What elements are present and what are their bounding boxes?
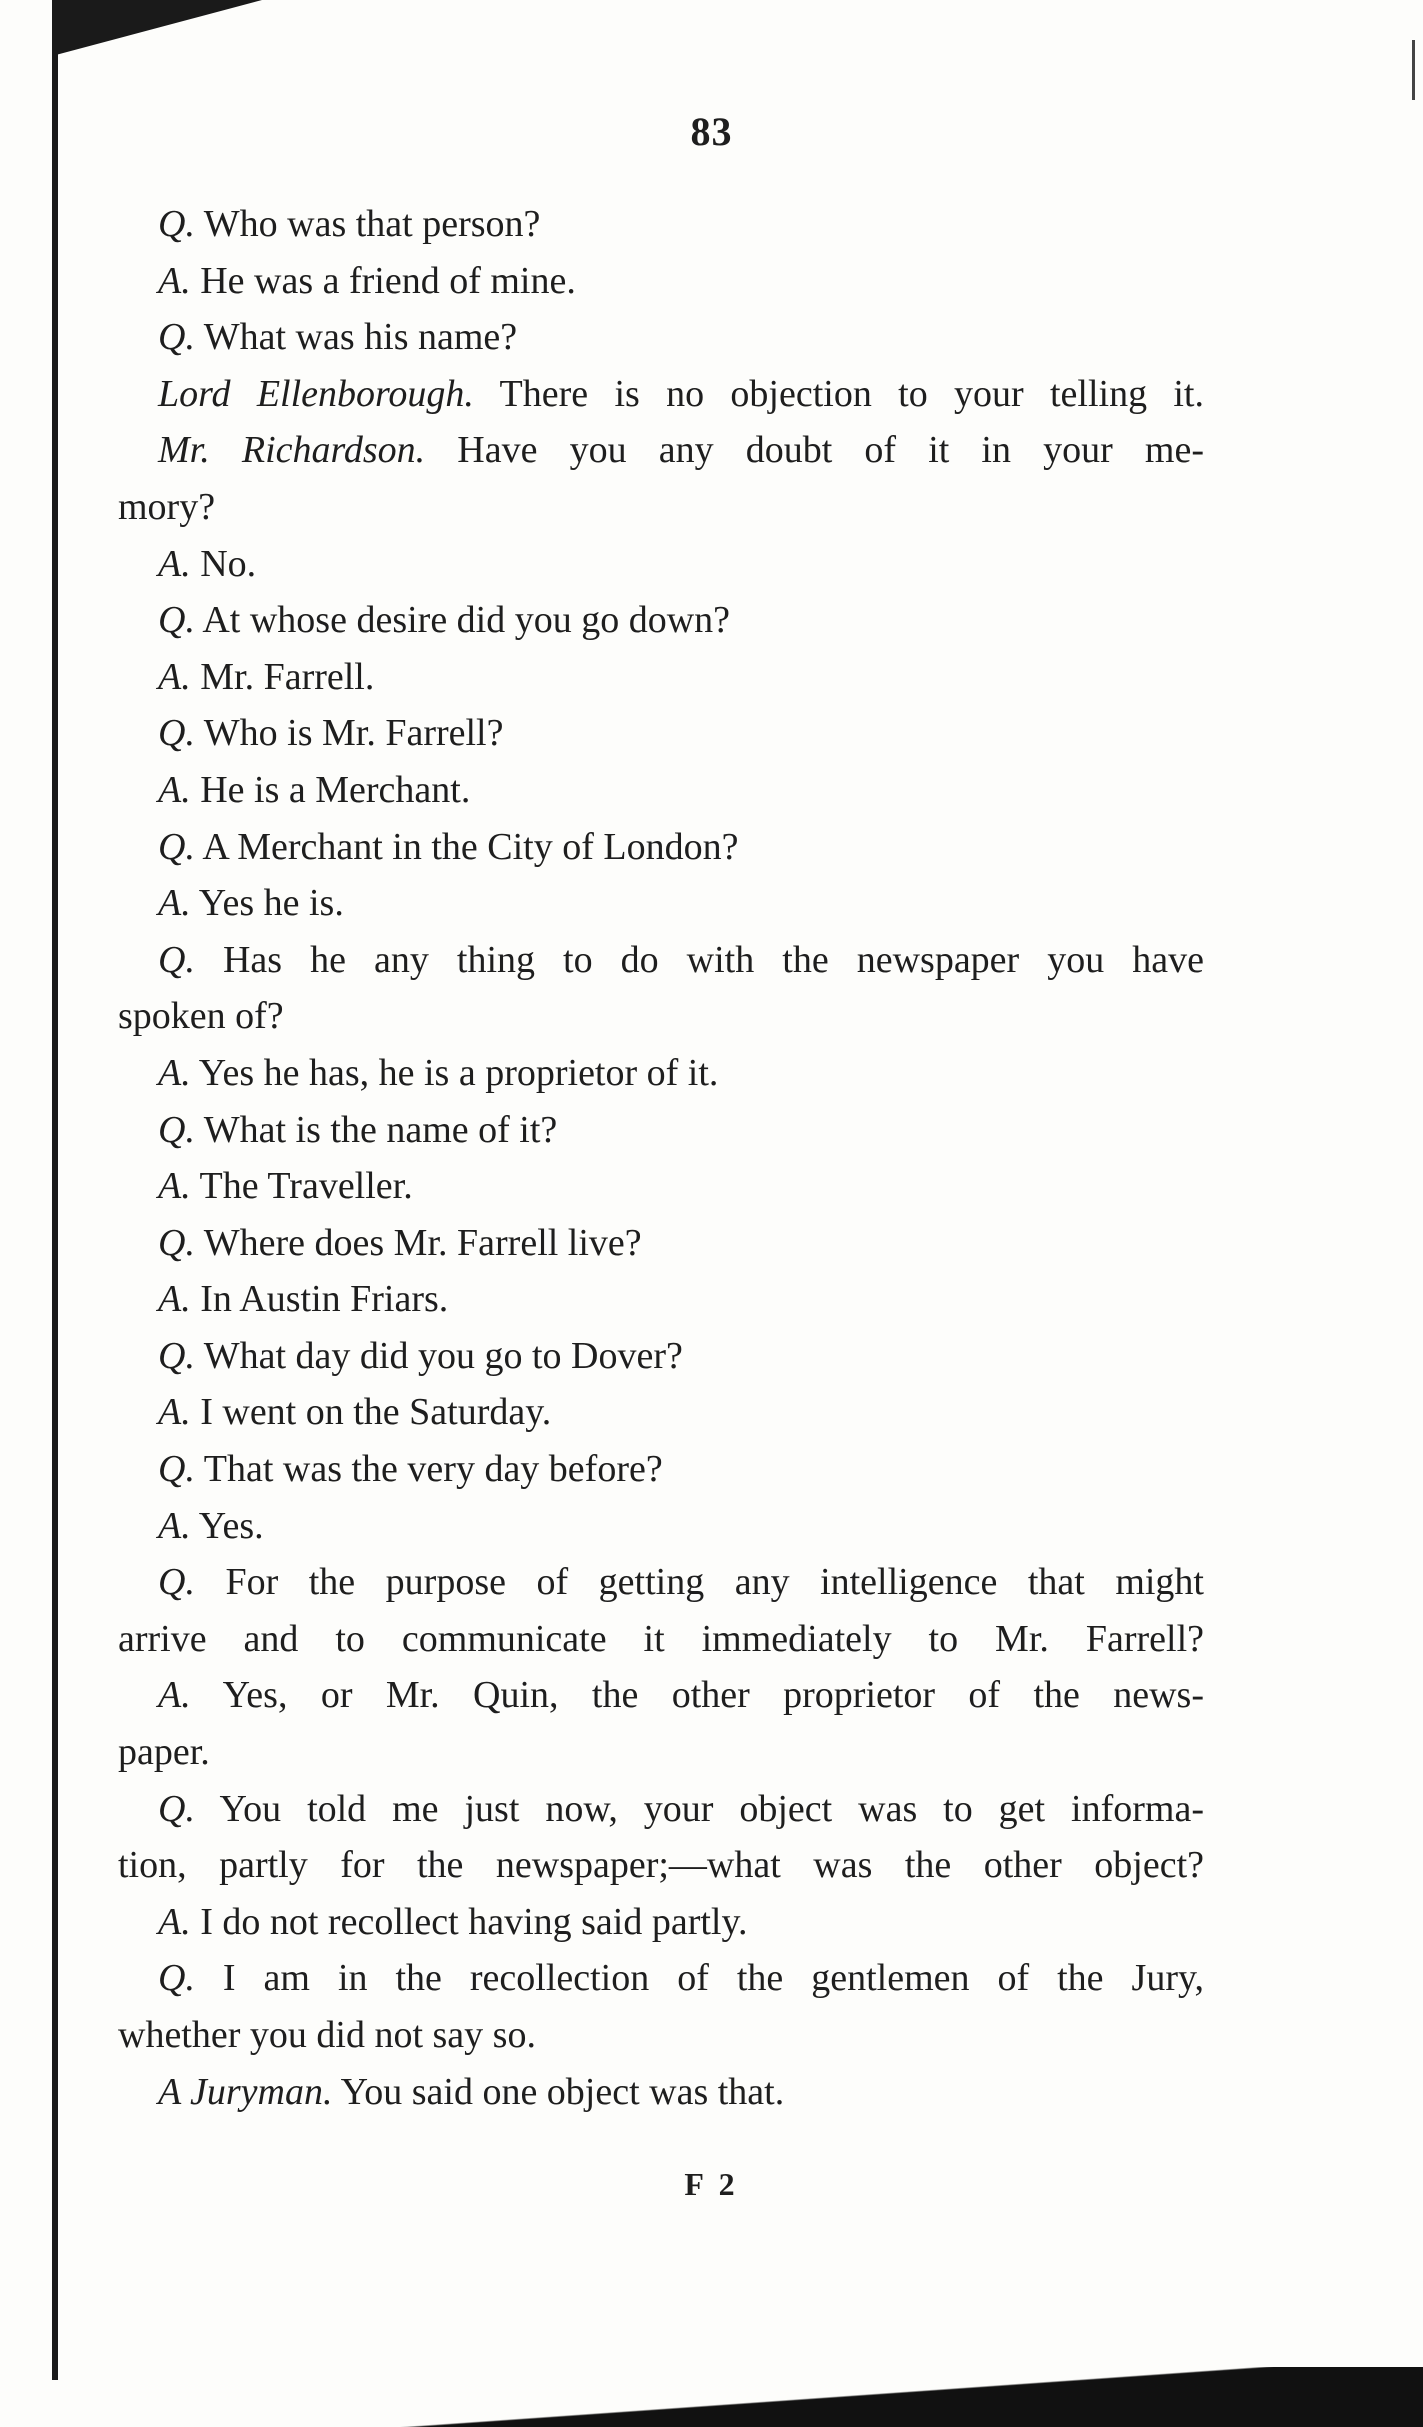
text-line	[118, 2064, 1204, 2121]
speaker-label: A.	[158, 1391, 191, 1434]
page-corner-shadow	[52, 0, 262, 56]
line-text: I went on the Saturday.	[190, 1391, 552, 1434]
speaker-label: Q.	[158, 712, 195, 755]
page-number: 83	[690, 109, 733, 154]
text-line	[118, 875, 1204, 932]
speaker-label: Q.	[158, 1787, 195, 1830]
text-line	[118, 1102, 1204, 1159]
text-line	[118, 762, 1204, 819]
line-text: arrive and to communicate it immediately to Mr. Farrell?	[118, 1617, 1204, 1660]
text-line	[118, 1724, 1204, 1781]
speaker-label: A.	[158, 1674, 191, 1717]
line-text: Has he any thing to do with the newspaper you have	[194, 938, 1204, 981]
speaker-label: A.	[158, 655, 191, 698]
speaker-label: Lord Ellenborough.	[158, 372, 474, 415]
page-edge-shadow	[52, 40, 58, 2380]
line-text: He was a friend of mine.	[190, 259, 576, 302]
line-text: No.	[190, 542, 257, 585]
text-line	[118, 1384, 1204, 1441]
text-line	[118, 988, 1204, 1045]
line-text: What day did you go to Dover?	[194, 1334, 683, 1377]
speaker-label: A.	[158, 1900, 191, 1943]
page-bottom-shadow	[0, 2367, 1423, 2427]
line-text: There is no objection to your telling it.	[473, 372, 1204, 415]
text-line	[118, 1441, 1204, 1498]
speaker-label: A.	[158, 1278, 191, 1321]
text-line	[118, 1950, 1204, 2007]
line-text: paper.	[118, 1731, 210, 1774]
speaker-label: Q.	[158, 599, 195, 642]
speaker-label: A.	[158, 259, 191, 302]
text-line	[118, 932, 1204, 989]
speaker-label: A.	[158, 542, 191, 585]
speaker-label: Q.	[158, 1221, 195, 1264]
speaker-label: Q.	[158, 1957, 195, 2000]
line-text: whether you did not say so.	[118, 2014, 536, 2056]
scan-artifact	[1412, 40, 1415, 100]
text-line	[118, 1045, 1204, 1102]
body-text	[118, 196, 1204, 2120]
speaker-label: A.	[158, 882, 191, 925]
text-line	[118, 1781, 1204, 1838]
text-line	[118, 592, 1204, 649]
speaker-label: A.	[158, 768, 191, 811]
line-text: Yes, or Mr. Quin, the other proprietor of the news-	[190, 1674, 1204, 1717]
text-line	[118, 819, 1204, 876]
line-text: That was the very day before?	[194, 1448, 663, 1491]
speaker-label: Q.	[158, 203, 195, 245]
line-text: Mr. Farrell.	[190, 655, 375, 698]
text-line	[118, 366, 1204, 423]
line-text: A Merchant in the City of London?	[194, 825, 739, 868]
speaker-label: Q.	[158, 938, 195, 981]
text-line	[118, 649, 1204, 706]
text-line	[118, 1554, 1204, 1611]
line-text: tion, partly for the newspaper;—what was the other object?	[118, 1844, 1204, 1887]
line-text: You said one object was that.	[332, 2070, 785, 2113]
line-text: In Austin Friars.	[190, 1278, 449, 1321]
text-line	[118, 1894, 1204, 1951]
signature-mark: F 2	[684, 2166, 739, 2202]
text-line	[118, 1271, 1204, 1328]
speaker-label: Q.	[158, 1108, 195, 1151]
speaker-label: A.	[158, 1051, 191, 1094]
speaker-label: Q.	[158, 1448, 195, 1491]
speaker-label: Q.	[158, 1561, 195, 1604]
text-line	[118, 536, 1204, 593]
line-text: I do not recollect having said partly.	[190, 1900, 748, 1943]
text-line	[118, 1667, 1204, 1724]
text-line	[118, 1498, 1204, 1555]
speaker-label: A.	[158, 1504, 191, 1547]
line-text: At whose desire did you go down?	[194, 599, 731, 642]
line-text: Yes he has, he is a proprietor of it.	[190, 1051, 719, 1094]
speaker-label: Q.	[158, 316, 195, 359]
line-text: You told me just now, your object was to get informa-	[194, 1787, 1204, 1830]
text-line	[118, 2007, 1204, 2064]
line-text: Who is Mr. Farrell?	[194, 712, 504, 755]
speaker-label: Mr. Richardson.	[158, 429, 426, 472]
line-text: He is a Merchant.	[190, 768, 471, 811]
text-line	[118, 1158, 1204, 1215]
line-text: For the purpose of getting any intelligence that might	[194, 1561, 1204, 1604]
line-text: Yes he is.	[190, 882, 344, 925]
line-text: What was his name?	[194, 316, 518, 359]
line-text: What is the name of it?	[194, 1108, 558, 1151]
line-text: Yes.	[190, 1504, 264, 1547]
text-line	[118, 253, 1204, 310]
text-line	[118, 422, 1204, 479]
text-line	[118, 705, 1204, 762]
text-line	[118, 479, 1204, 536]
speaker-label: A Juryman.	[158, 2070, 333, 2113]
speaker-label: A.	[158, 1165, 191, 1208]
line-text: spoken of?	[118, 995, 284, 1038]
text-line	[118, 1611, 1204, 1668]
text-line	[118, 309, 1204, 366]
line-text: Where does Mr. Farrell live?	[194, 1221, 642, 1264]
speaker-label: Q.	[158, 825, 195, 868]
line-text: I am in the recollection of the gentlemen of the Jury,	[194, 1957, 1204, 2000]
text-line	[118, 196, 1204, 253]
line-text: Who was that person?	[194, 203, 541, 245]
line-text: mory?	[118, 485, 216, 528]
line-text: Have you any doubt of it in your me-	[425, 429, 1204, 472]
text-line	[118, 1215, 1204, 1272]
text-line	[118, 1837, 1204, 1894]
text-line	[118, 1328, 1204, 1385]
line-text: The Traveller.	[190, 1165, 413, 1208]
speaker-label: Q.	[158, 1334, 195, 1377]
